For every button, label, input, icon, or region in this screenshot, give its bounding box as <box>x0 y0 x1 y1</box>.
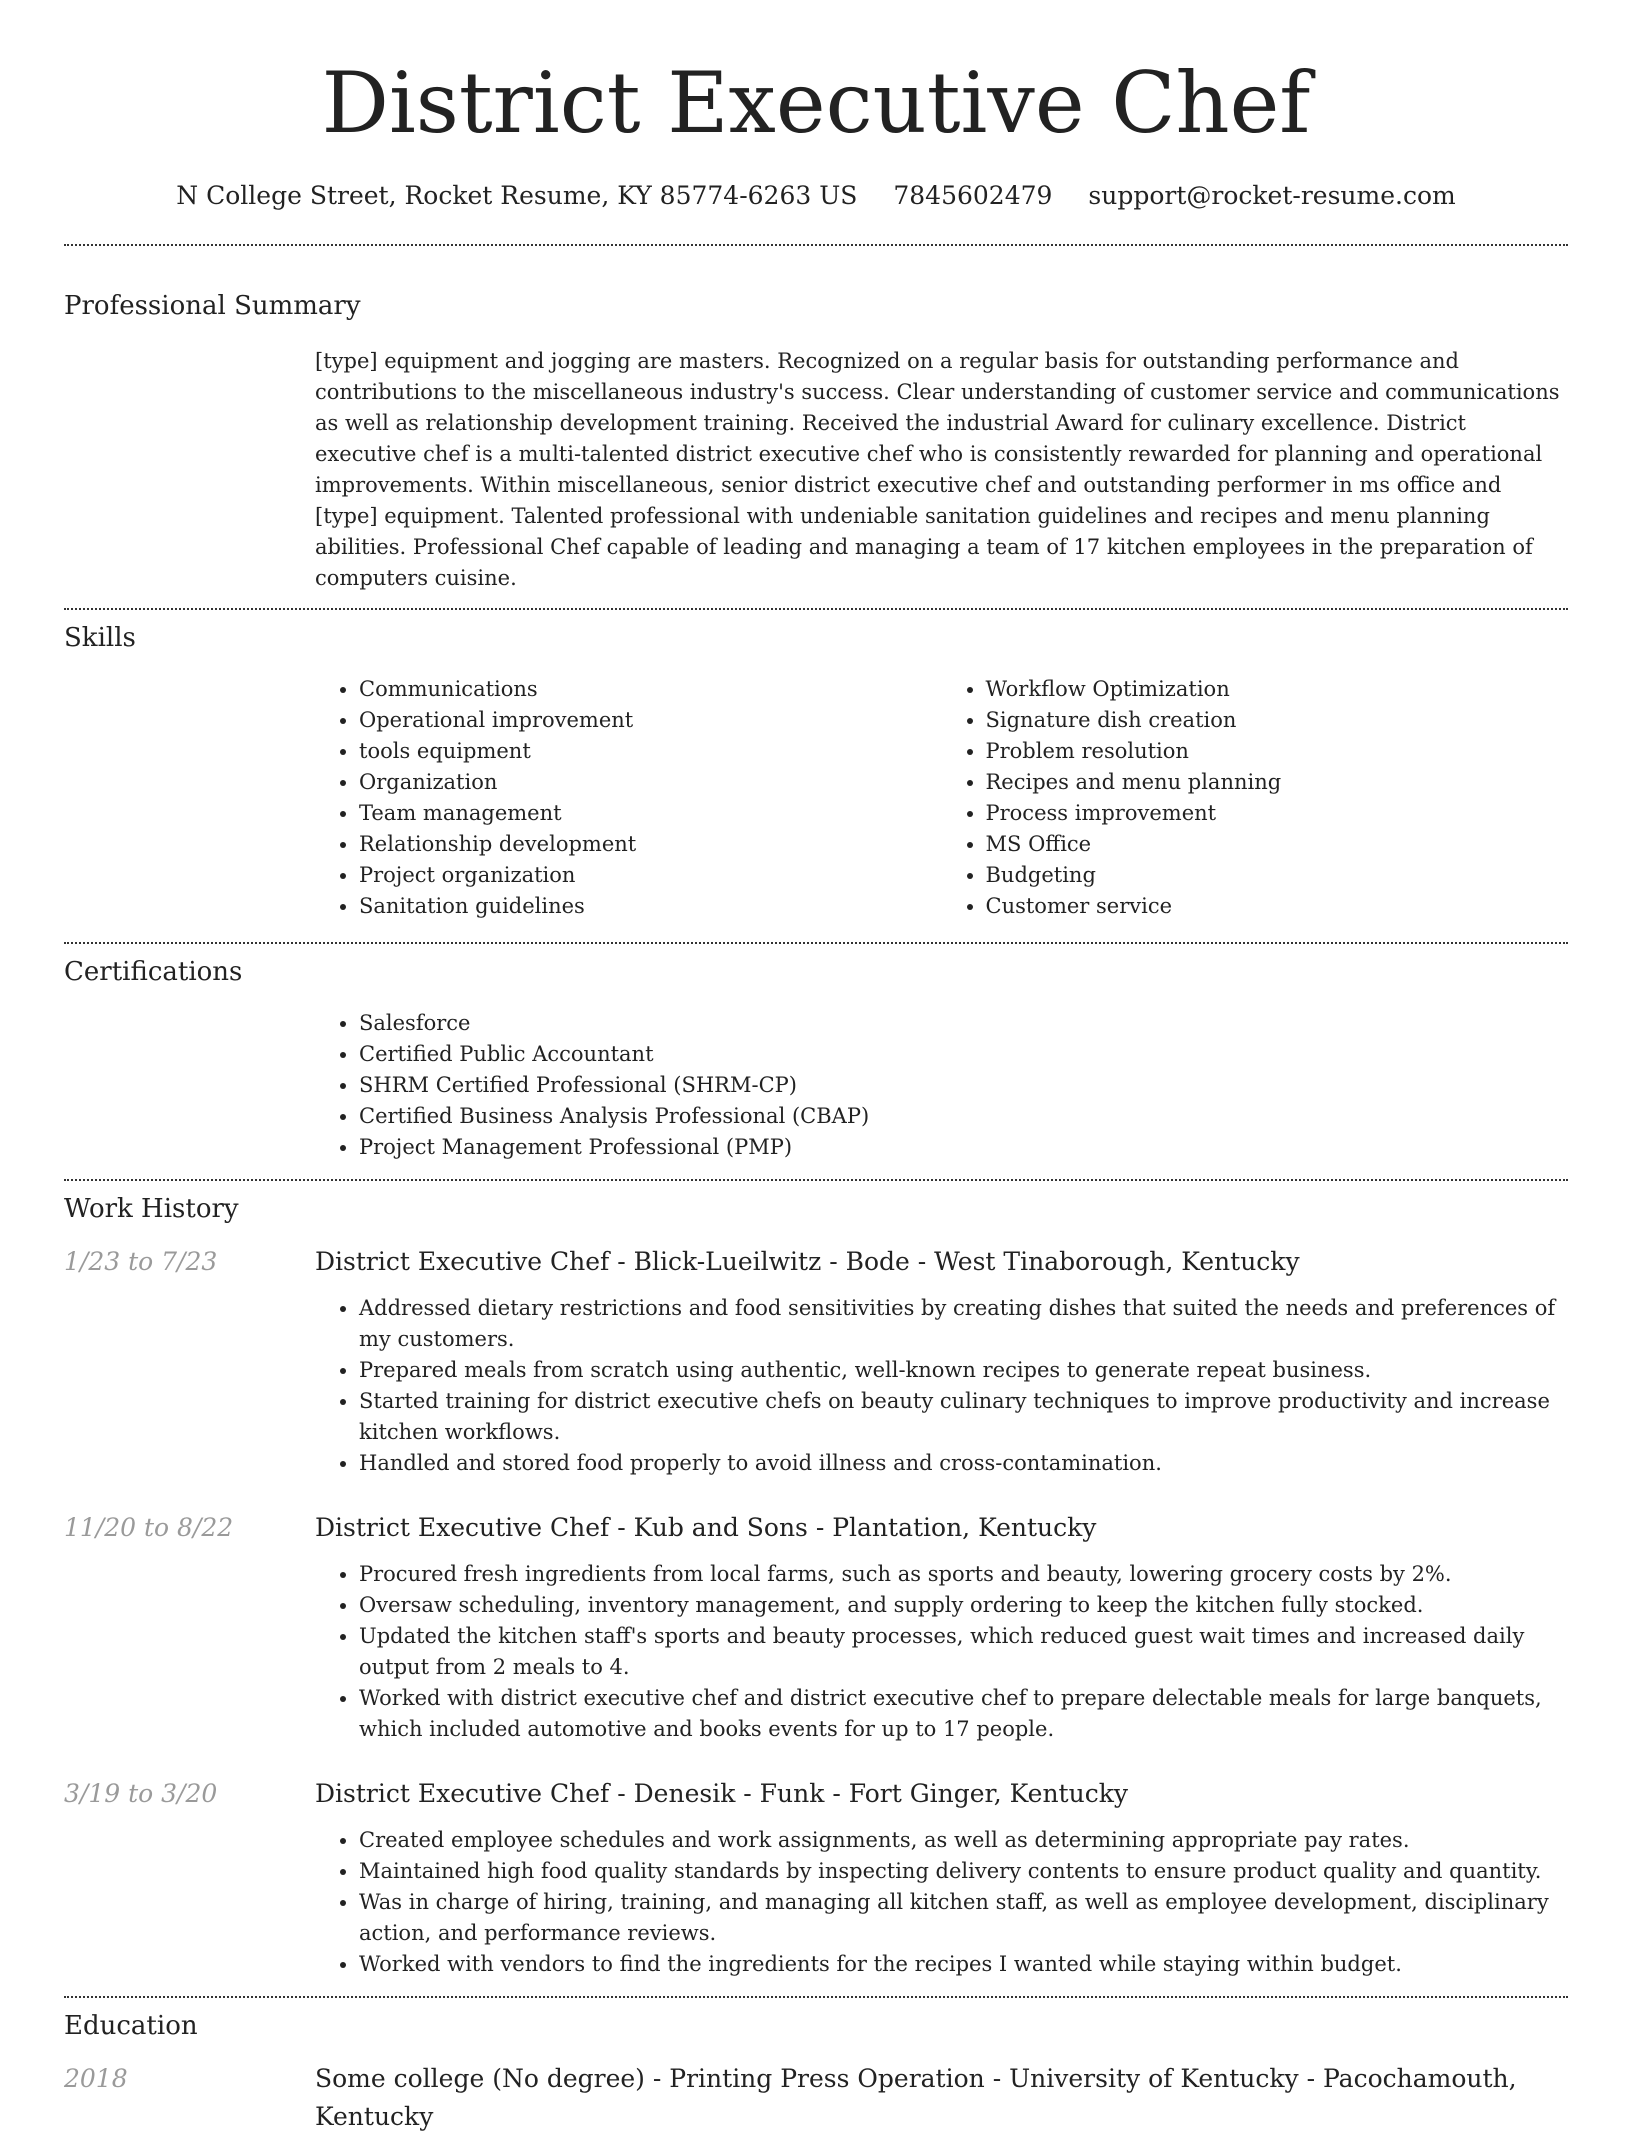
job-details <box>315 1509 1568 1745</box>
skill-item: • Team management <box>359 798 942 829</box>
job-bullet: • Updated the kitchen staff's sports and beauty processes, which reduced guest wait times and increased daily output from 2 meals to 4. <box>359 1621 1568 1683</box>
job-title: District Executive Chef - Denesik - Funk - Fort Ginger, Kentucky <box>315 1779 1128 1808</box>
certifications-list <box>315 1008 1568 1163</box>
job-bullet: • Started training for district executive chefs on beauty culinary techniques to improve productivity and increase kitchen workflows. <box>359 1386 1568 1448</box>
job-bullet: • Maintained high food quality standards by inspecting delivery contents to ensure product quality and quantity. <box>359 1856 1568 1887</box>
skill-item: • Process improvement <box>986 798 1569 829</box>
skill-item: • Recipes and menu planning <box>986 767 1569 798</box>
skill-item: • Customer service <box>986 891 1569 922</box>
summary-title: Professional Summary <box>64 291 361 321</box>
education-section <box>64 1998 1568 2136</box>
job-details <box>315 1775 1568 1980</box>
job-entry <box>64 1509 1568 1745</box>
skill-item: • tools equipment <box>359 736 942 767</box>
skill-item: • MS Office <box>986 829 1569 860</box>
work-history-title: Work History <box>64 1194 239 1224</box>
skills-title: Skills <box>64 623 136 653</box>
job-date: 1/23 to 7/23 <box>64 1247 218 1276</box>
skill-item: • Communications <box>359 674 942 705</box>
contact-email: support@rocket-resume.com <box>1088 181 1456 210</box>
education-entry <box>64 2060 1568 2136</box>
summary-text: [type] equipment and jogging are masters. Recognized on a regular basis for outstanding performance and contributions to the miscellaneous industry's success. Clear understanding of customer service and communications as well as relationship development training. Received the industrial Award for culinary excellence. District executive chef is a multi-talented district executive chef who is consistently rewarded for planning and operational improvements. Within miscellaneous, senior district executive chef and outstanding performer in ms office and [type] equipment. Talented professional with undeniable sanitation guidelines and recipes and menu planning abilities. Professional Chef capable of leading and managing a team of 17 kitchen employees in the preparation of computers cuisine. <box>315 349 1560 590</box>
skill-item: • Budgeting <box>986 860 1569 891</box>
job-bullet: • Created employee schedules and work assignments, as well as determining appropriate pay rates. <box>359 1825 1568 1856</box>
education-details <box>315 2060 1568 2136</box>
skill-item: • Problem resolution <box>986 736 1569 767</box>
skill-item: • Operational improvement <box>359 705 942 736</box>
skill-item: • Organization <box>359 767 942 798</box>
skills-section <box>64 610 1568 942</box>
job-entry <box>64 1775 1568 1980</box>
skill-item: • Signature dish creation <box>986 705 1569 736</box>
work-history-body <box>64 1243 1568 1996</box>
job-bullets <box>315 1293 1568 1479</box>
education-title: Education <box>64 2011 198 2041</box>
job-bullet: • Worked with vendors to find the ingredients for the recipes I wanted while staying within budget. <box>359 1949 1568 1980</box>
skills-left-list <box>315 674 942 922</box>
certification-item: • Certified Public Accountant <box>359 1039 1568 1070</box>
job-entry <box>64 1243 1568 1479</box>
skill-item: • Sanitation guidelines <box>359 891 942 922</box>
education-degree: Some college (No degree) - Printing Press Operation - University of Kentucky - Pacochamouth, Kentucky <box>315 2064 1517 2131</box>
job-bullets <box>315 1825 1568 1980</box>
job-details <box>315 1243 1568 1479</box>
work-history-section <box>64 1181 1568 1996</box>
skills-grid <box>315 674 1568 942</box>
contact-line <box>64 178 1568 214</box>
job-date: 11/20 to 8/22 <box>64 1513 234 1542</box>
resume-name: District Executive Chef <box>321 54 1311 152</box>
job-date: 3/19 to 3/20 <box>64 1779 218 1808</box>
certifications-title: Certifications <box>64 957 243 987</box>
job-bullet: • Procured fresh ingredients from local farms, such as sports and beauty, lowering grocery costs by 2%. <box>359 1559 1568 1590</box>
job-bullet: • Addressed dietary restrictions and food sensitivities by creating dishes that suited the needs and preferences of my customers. <box>359 1293 1568 1355</box>
skill-item: • Workflow Optimization <box>986 674 1569 705</box>
certifications-section <box>64 944 1568 1179</box>
certification-item: • Certified Business Analysis Professional (CBAP) <box>359 1101 1568 1132</box>
job-bullet: • Was in charge of hiring, training, and managing all kitchen staff, as well as employee development, disciplinary action, and performance reviews. <box>359 1887 1568 1949</box>
skill-item: • Project organization <box>359 860 942 891</box>
contact-address: N College Street, Rocket Resume, KY 85774-6263 US <box>176 181 858 210</box>
skills-right-list <box>942 674 1569 922</box>
job-title: District Executive Chef - Kub and Sons - Plantation, Kentucky <box>315 1513 1097 1542</box>
certification-item: • SHRM Certified Professional (SHRM-CP) <box>359 1070 1568 1101</box>
job-bullet: • Prepared meals from scratch using authentic, well-known recipes to generate repeat business. <box>359 1355 1568 1386</box>
job-bullet: • Handled and stored food properly to avoid illness and cross-contamination. <box>359 1448 1568 1479</box>
summary-section <box>64 246 1568 608</box>
certifications-body <box>315 1008 1568 1179</box>
certification-item: • Salesforce <box>359 1008 1568 1039</box>
job-bullet: • Oversaw scheduling, inventory management, and supply ordering to keep the kitchen fully stocked. <box>359 1590 1568 1621</box>
skill-item: • Relationship development <box>359 829 942 860</box>
job-title: District Executive Chef - Blick-Lueilwitz - Bode - West Tinaborough, Kentucky <box>315 1247 1300 1276</box>
job-bullet: • Worked with district executive chef and district executive chef to prepare delectable meals for large banquets, which included automotive and books events for up to 17 people. <box>359 1683 1568 1745</box>
certification-item: • Project Management Professional (PMP) <box>359 1132 1568 1163</box>
contact-phone: 7845602479 <box>893 181 1053 210</box>
job-bullets <box>315 1559 1568 1745</box>
education-date: 2018 <box>64 2064 128 2093</box>
